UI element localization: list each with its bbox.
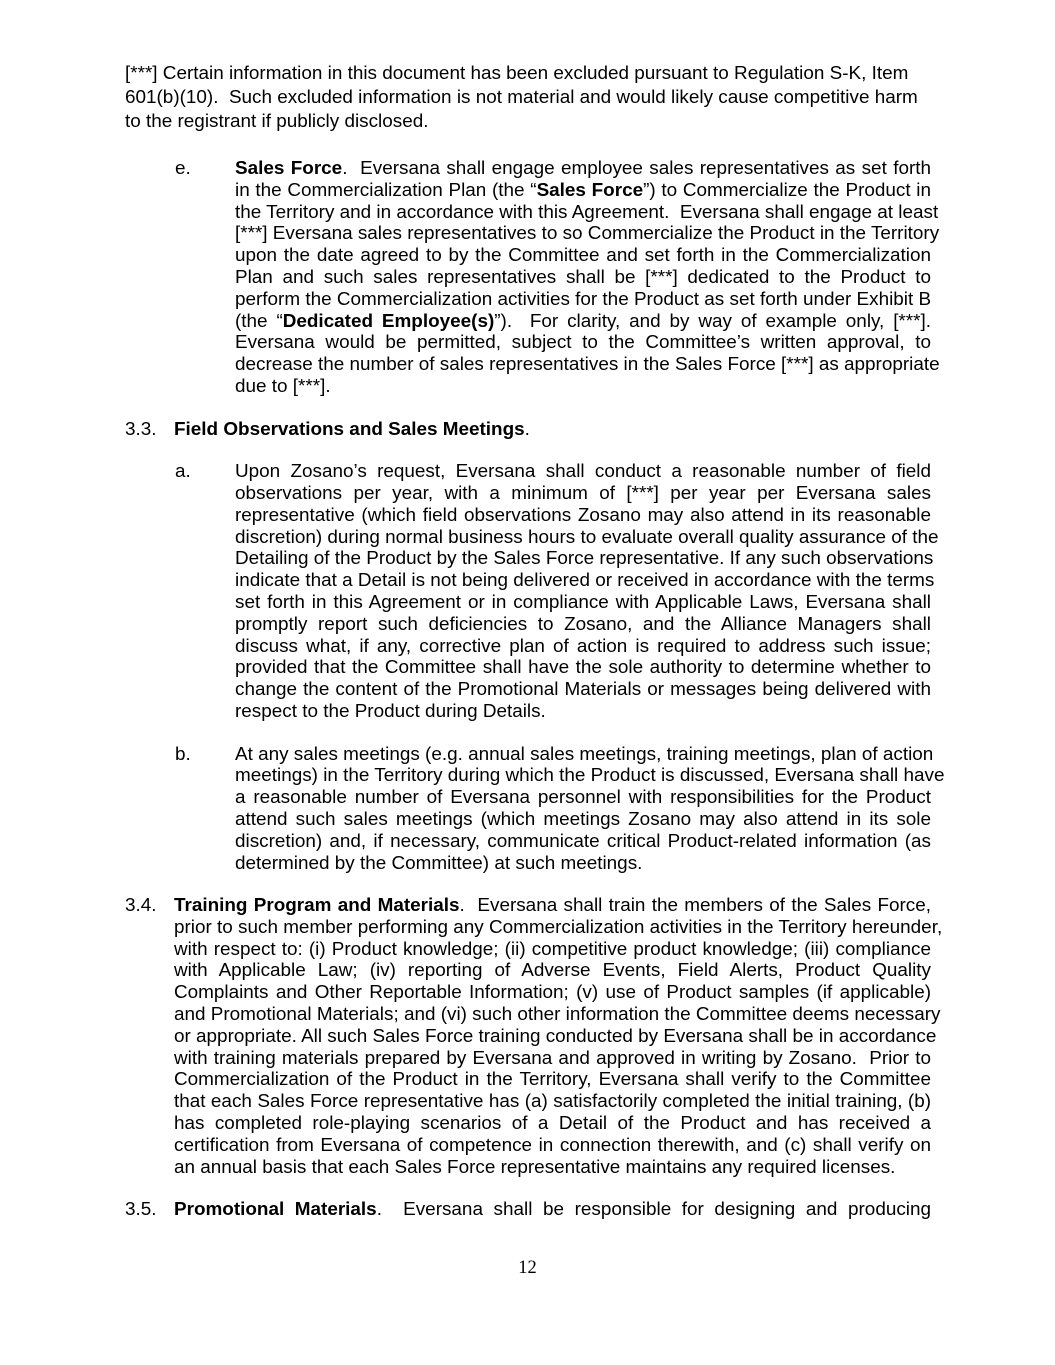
text-run: representative (which field observations Zosano may also attend in its reasonable bbox=[235, 504, 931, 526]
paragraph-line bbox=[174, 960, 931, 982]
text-run: discretion) and, if necessary, communicate critical Product-related information (as bbox=[235, 830, 931, 852]
paragraph-line bbox=[235, 679, 931, 701]
text-run: Eversana would be permitted, subject to the Committee’s written approval, to bbox=[235, 332, 931, 354]
paragraph-line bbox=[174, 1048, 931, 1070]
paragraph-line bbox=[235, 311, 931, 333]
text-run: (the “ bbox=[235, 310, 283, 332]
text-run: attend such sales meetings (which meetings Zosano may also attend in its sole bbox=[235, 808, 931, 830]
text-run: . bbox=[524, 418, 530, 440]
text-run: has completed role-playing scenarios of a Detail of the Product and has received a bbox=[174, 1113, 931, 1135]
paragraph-line bbox=[235, 354, 940, 376]
text-run: upon the date agreed to by the Committee and set forth in the Commercialization bbox=[235, 245, 931, 267]
text-run: promptly report such deficiencies to Zosano, and the Alliance Managers shall bbox=[235, 613, 931, 635]
paragraph-line bbox=[235, 831, 931, 853]
text-run: indicate that a Detail is not being delivered or received in accordance with the terms bbox=[235, 570, 935, 592]
paragraph-line bbox=[235, 592, 931, 614]
paragraph-line bbox=[235, 158, 931, 180]
paragraph-line bbox=[235, 548, 934, 570]
text-run: ”) to Commercialize the Product in bbox=[643, 179, 931, 201]
text-run: provided that the Committee shall have the sole authority to determine whether to bbox=[235, 657, 931, 679]
text-run: perform the Commercialization activities for the Product as set forth under Exhibit B bbox=[235, 288, 932, 310]
text-run: At any sales meetings (e.g. annual sales meetings, training meetings, plan of action bbox=[235, 743, 934, 765]
paragraph-line bbox=[235, 657, 931, 679]
bold-term: Training Program and Materials bbox=[174, 895, 460, 917]
paragraph-line bbox=[174, 939, 931, 961]
bold-term: Sales Force bbox=[536, 179, 644, 201]
heading-line bbox=[174, 419, 931, 441]
paragraph-line bbox=[174, 1091, 931, 1113]
text-run: 601(b)(10). Such excluded information is not material and would likely cause competitive harm bbox=[125, 87, 918, 108]
section-3-4-training bbox=[125, 895, 943, 1178]
text-run: an annual basis that each Sales Force representative maintains any required licenses. bbox=[174, 1156, 896, 1178]
text-run: [***] Eversana sales representatives to so Commercialize the Product in the Territory bbox=[235, 223, 940, 245]
text-run: and Promotional Materials; and (vi) such other information the Committee deems necessary bbox=[174, 1004, 941, 1026]
paragraph-line bbox=[235, 505, 931, 527]
paragraph-line bbox=[235, 332, 931, 354]
clause-marker: b. bbox=[175, 743, 191, 765]
paragraph-line bbox=[235, 765, 945, 787]
page-number: 12 bbox=[518, 1258, 537, 1278]
text-run: set forth in this Agreement or in compliance with Applicable Laws, Eversana shall bbox=[235, 591, 931, 613]
text-run: prior to such member performing any Commercialization activities in the Territory hereunder, bbox=[174, 916, 943, 938]
text-run: with training materials prepared by Eversana and approved in writing by Zosano. Prior to bbox=[174, 1047, 931, 1069]
bold-term: Sales Force bbox=[235, 158, 343, 179]
paragraph-line bbox=[174, 1113, 931, 1135]
paragraph-line bbox=[174, 1199, 931, 1221]
text-run: . Eversana shall be responsible for designing and producing bbox=[376, 1199, 931, 1221]
section-number: 3.3. bbox=[125, 418, 157, 440]
paragraph-line bbox=[235, 245, 931, 267]
text-run: with Applicable Law; (iv) reporting of Adverse Events, Field Alerts, Product Quality bbox=[174, 960, 931, 982]
clause-b-sales-meetings bbox=[125, 743, 945, 875]
paragraph-line bbox=[174, 982, 931, 1004]
clause-marker: a. bbox=[175, 461, 191, 483]
notice-line bbox=[125, 110, 931, 134]
paragraph-line bbox=[235, 614, 931, 636]
clause-e-sales-force bbox=[125, 158, 940, 398]
text-run: respect to the Product during Details. bbox=[235, 700, 546, 722]
section-3-3-heading bbox=[125, 419, 931, 441]
text-run: ”). For clarity, and by way of example only, [***]. bbox=[494, 310, 931, 332]
bold-term: Dedicated Employee(s) bbox=[282, 310, 495, 332]
text-run: Upon Zosano’s request, Eversana shall conduct a reasonable number of field bbox=[235, 461, 931, 483]
text-run: discuss what, if any, corrective plan of action is required to address such issue; bbox=[235, 635, 931, 657]
paragraph-line bbox=[235, 223, 940, 245]
section-body bbox=[174, 895, 943, 1178]
paragraph-line bbox=[235, 201, 939, 224]
section-number: 3.5. bbox=[125, 1199, 157, 1221]
text-run: observations per year, with a minimum of [***] per year per Eversana sales bbox=[235, 482, 931, 504]
clause-body bbox=[235, 743, 945, 875]
text-run: with respect to: (i) Product knowledge; (ii) competitive product knowledge; (iii) compliance bbox=[174, 938, 931, 960]
section-body bbox=[174, 1199, 931, 1221]
bold-term: Field Observations and Sales Meetings bbox=[174, 418, 525, 440]
bold-term: Promotional Materials bbox=[174, 1199, 377, 1221]
text-run: [***] Certain information in this document has been excluded pursuant to Regulation S-K, Item bbox=[125, 63, 909, 84]
text-run: Detailing of the Product by the Sales Force representative. If any such observations bbox=[235, 548, 934, 570]
text-run: discretion) during normal business hours to evaluate overall quality assurance of the bbox=[235, 526, 939, 548]
paragraph-line bbox=[174, 1004, 941, 1026]
text-run: due to [***]. bbox=[235, 375, 331, 397]
clause-a-field-observations bbox=[125, 461, 939, 723]
paragraph-line bbox=[174, 1135, 931, 1157]
text-run: the Territory and in accordance with this Agreement. Eversana shall engage at least bbox=[235, 201, 939, 223]
text-run: change the content of the Promotional Materials or messages being delivered with bbox=[235, 679, 931, 701]
paragraph-line bbox=[235, 853, 931, 875]
paragraph-line bbox=[235, 809, 931, 831]
text-run: decrease the number of sales representatives in the Sales Force [***] as appropriate bbox=[235, 354, 940, 376]
text-run: to the registrant if publicly disclosed. bbox=[125, 111, 429, 132]
text-run: determined by the Committee) at such meetings. bbox=[235, 852, 643, 874]
section-heading bbox=[174, 419, 931, 441]
paragraph-line bbox=[235, 636, 931, 658]
section-3-5-promotional-materials bbox=[125, 1199, 931, 1221]
paragraph-line bbox=[174, 895, 931, 917]
text-run: Commercialization of the Product in the Territory, Eversana shall verify to the Committee bbox=[174, 1069, 931, 1091]
paragraph-line bbox=[235, 787, 931, 809]
text-run: Plan and such sales representatives shall be [***] dedicated to the Product to bbox=[235, 266, 931, 288]
section-number: 3.4. bbox=[125, 895, 157, 917]
paragraph-line bbox=[235, 180, 931, 202]
paragraph-line bbox=[235, 526, 939, 549]
paragraph-line bbox=[235, 743, 934, 766]
paragraph-line bbox=[174, 1069, 931, 1091]
paragraph-line bbox=[174, 1025, 937, 1048]
paragraph-line bbox=[235, 570, 935, 592]
text-run: meetings) in the Territory during which the Product is discussed, Eversana shall have bbox=[235, 765, 945, 787]
paragraph-line bbox=[235, 701, 931, 723]
redaction-notice bbox=[125, 62, 931, 134]
clause-marker: e. bbox=[175, 158, 191, 179]
paragraph-line bbox=[174, 916, 943, 939]
paragraph-line bbox=[235, 267, 931, 289]
notice-line bbox=[125, 62, 931, 86]
paragraph-line bbox=[174, 1157, 931, 1179]
text-run: in the Commercialization Plan (the “ bbox=[235, 179, 537, 201]
paragraph-line bbox=[235, 483, 931, 505]
notice-line bbox=[125, 86, 931, 110]
text-run: certification from Eversana of competence in connection therewith, and (c) shall verify on bbox=[174, 1134, 931, 1156]
text-run: a reasonable number of Eversana personnel with responsibilities for the Product bbox=[235, 787, 931, 809]
text-run: that each Sales Force representative has (a) satisfactorily completed the initial training, (b) bbox=[174, 1091, 931, 1113]
text-run: or appropriate. All such Sales Force training conducted by Eversana shall be in accordance bbox=[174, 1025, 937, 1047]
paragraph-line bbox=[235, 376, 931, 398]
paragraph-line bbox=[235, 289, 931, 311]
text-run: . Eversana shall train the members of the Sales Force, bbox=[459, 895, 931, 917]
clause-body bbox=[235, 158, 940, 398]
clause-body bbox=[235, 461, 939, 723]
paragraph-line bbox=[235, 461, 931, 483]
text-run: . Eversana shall engage employee sales representatives as set forth bbox=[342, 158, 931, 179]
text-run: Complaints and Other Reportable Information; (v) use of Product samples (if applicable) bbox=[174, 982, 931, 1004]
